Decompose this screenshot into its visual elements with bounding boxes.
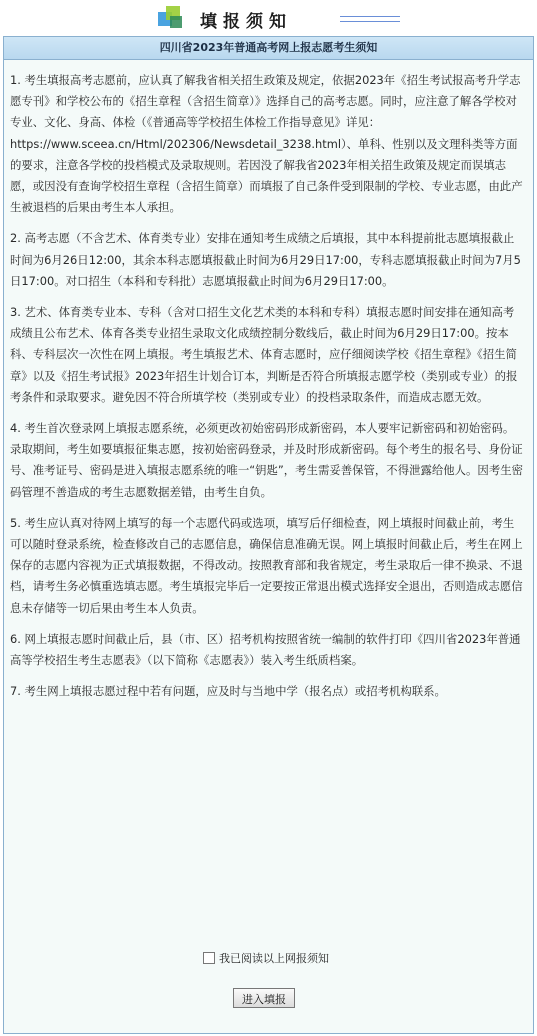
- notice-paragraph-5: 5. 考生应认真对待网上填写的每一个志愿代码或选项，填写后仔细检查，网上填报时间截止前，考生可以随时登录系统，检查修改自己的志愿信息，确保信息准确无误。网上填报时间截止后，考生在网上保存的志愿内容视为正式填报数据，不得改动。按照教育部和我省规定，考生录取后一律不换录、不退档，请考生务必慎重选填志愿。考生填报完毕后一定要按正常退出模式选择安全退出，否则造成志愿信息未存储等一切后果由考生本人负责。: [10, 515, 523, 615]
- notice-panel: [3, 36, 534, 1034]
- notice-paragraph-4: 4. 考生首次登录网上填报志愿系统，必须更改初始密码形成新密码，本人要牢记新密码和初始密码。录取期间，考生如要填报征集志愿，按初始密码登录，并及时形成新密码。每个考生的报名号、身份证号、准考证号、密码是进入填报志愿系统的唯一“钥匙”，考生需妥善保管，不得泄露给他人。因考生密码管理不善造成的考生志愿数据差错，由考生自负。: [10, 421, 523, 499]
- notice-content: [4, 60, 533, 702]
- title-decoration: [340, 16, 400, 26]
- agree-label: 我已阅读以上网报须知: [219, 952, 329, 965]
- agree-checkbox[interactable]: [203, 952, 215, 964]
- notice-paragraph-3: 3. 艺术、体育类专业本、专科（含对口招生文化艺术类的本科和专科）填报志愿时间安排在通知高考成绩且公布艺术、体育各类专业招生录取文化成绩控制分数线后，截止时间为6月29日17:00。按本科、专科层次一次性在网上填报。考生填报艺术、体育志愿时，应仔细阅读学校《招生章程》《招生简章》以及《招生考试报》2023年招生计划合订本，判断是否符合所填报志愿学校（类别或专业）的报考条件和录取要求。避免因不符合所填学校（类别或专业）的投档录取条件，而造成志愿无效。: [10, 305, 518, 404]
- notice-paragraph-2: 2. 高考志愿（不含艺术、体育类专业）安排在通知考生成绩之后填报，其中本科提前批志愿填报截止时间为6月26日12:00，其余本科志愿填报截止时间为6月29日17:00，专科志愿填报截止时间为7月5日17:00。对口招生（本科和专科批）志愿填报截止时间为6月29日17:00。: [10, 231, 521, 288]
- page-title: 填报须知: [200, 12, 292, 32]
- notice-paragraph-6: 6. 网上填报志愿时间截止后，县（市、区）招考机构按照省统一编制的软件打印《四川省2023年普通高等学校招生考生志愿表》（以下简称《志愿表》）装入考生纸质档案。: [10, 631, 521, 668]
- top-header: [0, 0, 537, 36]
- notice-paragraph-1: 1. 考生填报高考志愿前，应认真了解我省相关招生政策及规定，依据2023年《招生考试报高考升学志愿专刊》和学校公布的《招生章程（含招生简章）》选择自己的高考志愿。同时，应注意了解各学校对专业、文化、身高、体检（《普通高等学校招生体检工作指导意见》详见：https://www.sceea.cn/Html/202306/Newsdetail_3238.html）、单科、性别以及文理科类等方面的要求，注意各学校的投档模式及录取规则。若因没了解我省2023年相关招生政策及规定而误填志愿，或因没有查询学校招生章程（含招生简章）而填报了自己条件受到限制的学校、专业志愿，由此产生被退档的后果由考生本人承担。: [10, 73, 523, 215]
- site-logo-icon: [158, 6, 186, 30]
- agree-checkbox-row[interactable]: [203, 950, 329, 966]
- panel-title: 四川省2023年普通高考网上报志愿考生须知: [4, 37, 533, 60]
- enter-filling-button[interactable]: 进入填报: [233, 988, 295, 1008]
- notice-paragraph-7: 7. 考生网上填报志愿过程中若有问题，应及时与当地中学（报名点）或招考机构联系。: [10, 684, 446, 699]
